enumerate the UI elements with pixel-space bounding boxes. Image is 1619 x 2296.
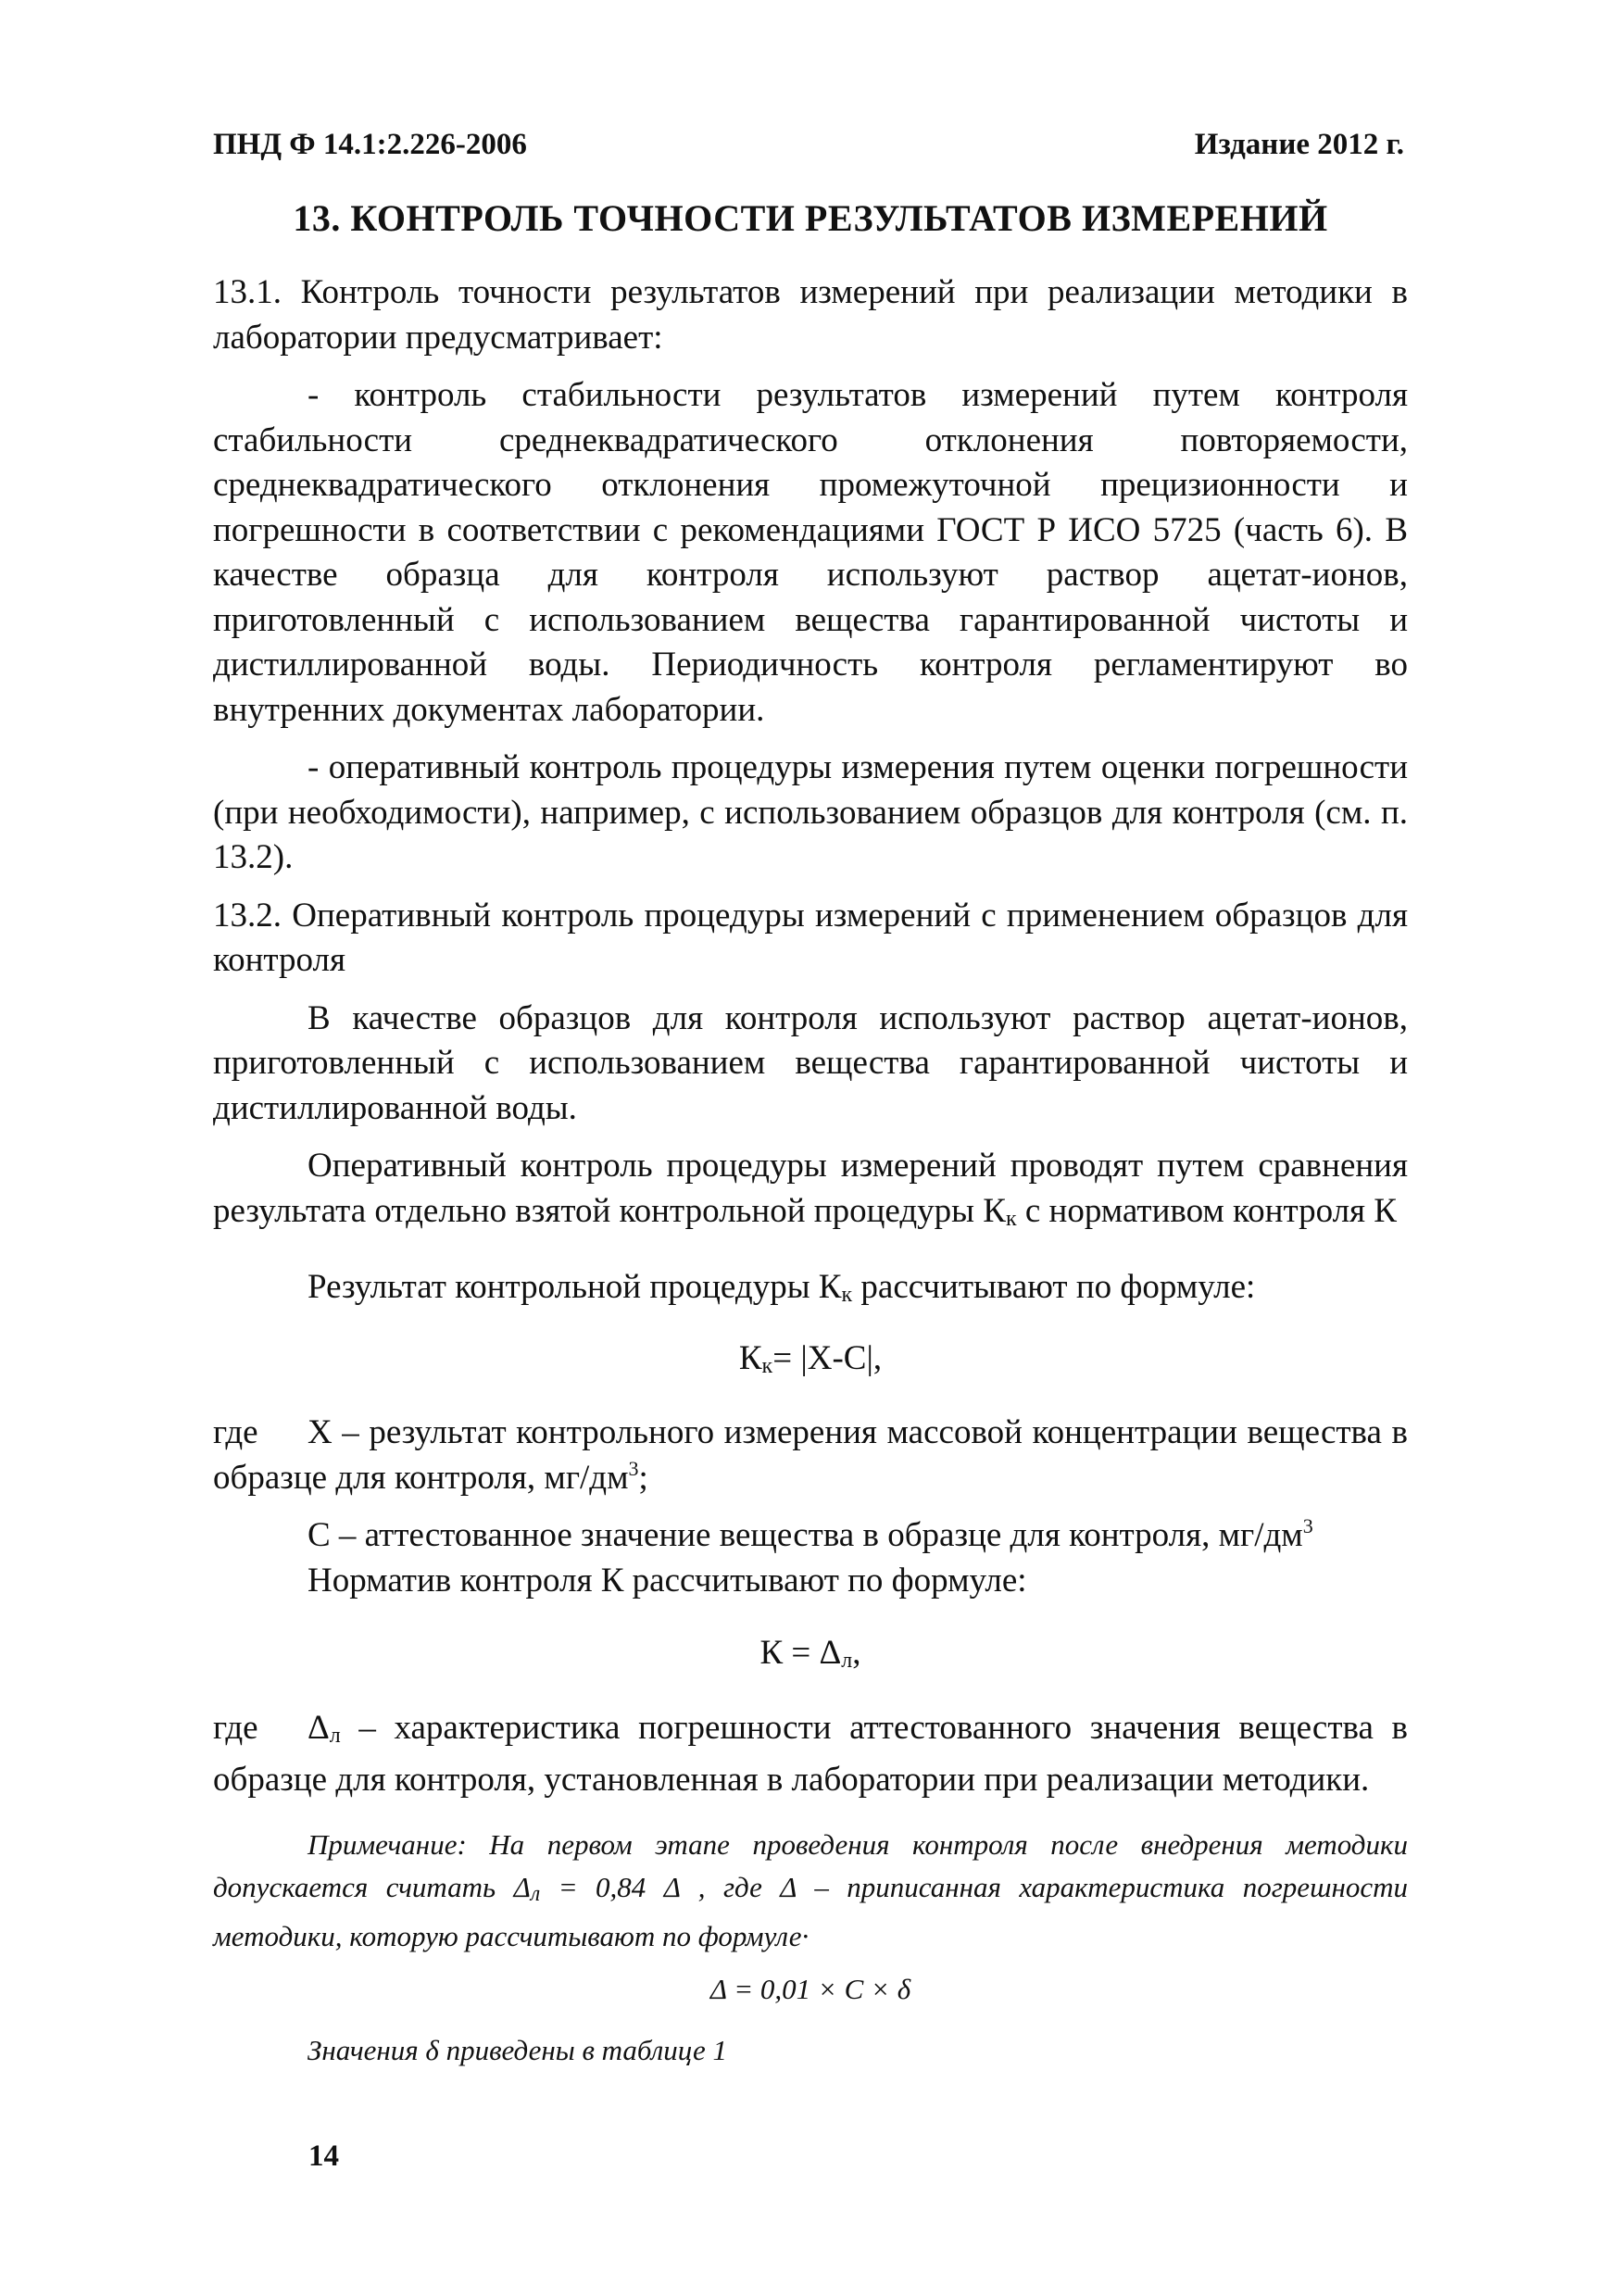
note-paragraph bbox=[213, 1824, 1408, 1958]
formula1-b: = |X-C|, bbox=[772, 1338, 883, 1377]
formula-kk bbox=[213, 1336, 1408, 1389]
note-text-a: Примечание: На первом этапе проведения контроля после внедрения методики допускается считать Δ bbox=[213, 1827, 1408, 1903]
note-formula: Δ = 0,01 × C × δ bbox=[709, 1972, 911, 2005]
formula2-subscript: л bbox=[841, 1649, 853, 1673]
bullet-operative-control: - оперативный контроль процедуры измерения путем оценки погрешности (при необходимости), например, с использованием образцов для контроля (см. п. 13.2). bbox=[213, 748, 1408, 876]
section-title: 13. КОНТРОЛЬ ТОЧНОСТИ РЕЗУЛЬТАТОВ ИЗМЕРЕНИЙ bbox=[293, 197, 1328, 239]
formula1-a: К bbox=[738, 1338, 762, 1377]
norm-paragraph: Норматив контроля К рассчитывают по формуле: bbox=[307, 1561, 1027, 1600]
formula1-subscript: к bbox=[761, 1353, 773, 1378]
result-text-a: Результат контрольной процедуры К bbox=[307, 1268, 842, 1306]
result-text-b: рассчитывают по формуле: bbox=[852, 1268, 1256, 1306]
paragraph-13-1: 13.1. Контроль точности результатов измерений при реализации методики в лаборатории предусматривает: bbox=[213, 273, 1408, 357]
note-text-b: = 0,84 Δ , где Δ – приписанная характеристика погрешности методики, которую рассчитывают по формуле· bbox=[213, 1870, 1408, 1952]
where-x-text: X – результат контрольного измерения массовой концентрации вещества в образце для контроля, мг/дм bbox=[213, 1413, 1408, 1497]
edition-label: Издание 2012 г. bbox=[1194, 128, 1404, 161]
document-body bbox=[213, 270, 1408, 2074]
formula-k bbox=[213, 1631, 1408, 1684]
where-c-superscript: 3 bbox=[1302, 1514, 1313, 1537]
where-c-definition bbox=[213, 1513, 1408, 1559]
where-delta-symbol: Δ bbox=[307, 1708, 330, 1747]
where-c-text: С – аттестованное значение вещества в образце для контроля, мг/дм bbox=[307, 1516, 1303, 1554]
operative-text-b: с нормативом контроля К bbox=[1016, 1191, 1397, 1230]
paragraph-13-2: 13.2. Оперативный контроль процедуры измерений с применением образцов для контроля bbox=[213, 896, 1408, 979]
operative-text-a: Оперативный контроль процедуры измерений проводят путем сравнения результата отдельно взятой контрольной процедуры К bbox=[213, 1147, 1408, 1230]
paragraph-result bbox=[213, 1265, 1408, 1318]
paragraph-operative bbox=[213, 1144, 1408, 1241]
page-number: 14 bbox=[308, 2139, 339, 2173]
where-x-end: ; bbox=[638, 1458, 648, 1497]
paragraph-samples: В качестве образцов для контроля используют раствор ацетат-ионов, приготовленный с использованием вещества гарантированной чистоты и дистиллированной воды. bbox=[213, 998, 1408, 1127]
note-subscript: л bbox=[530, 1881, 541, 1906]
where-delta-definition bbox=[213, 1706, 1408, 1803]
where-delta-text: – характеристика погрешности аттестованного значения вещества в образце для контроля, установленная в лаборатории при реализации методики. bbox=[213, 1708, 1408, 1799]
where-delta-subscript: л bbox=[329, 1723, 341, 1748]
note-table-reference: Значения δ приведены в таблице 1 bbox=[307, 2034, 728, 2066]
bullet-stability-control: - контроль стабильности результатов измерений путем контроля стабильности среднеквадратического отклонения повторяемости, среднеквадратического отклонения промежуточной прецизионности и погрешности в соответствии с рекомендациями ГОСТ Р ИСО 5725 (часть 6). В качестве образца для контроля используют раствор ацетат-ионов, приготовленный с использованием вещества гарантированной чистоты и дистиллированной воды. Периодичность контроля регламентируют во внутренних документах лаборатории. bbox=[213, 376, 1408, 729]
result-subscript: к bbox=[841, 1283, 853, 1307]
formula2-b: , bbox=[852, 1634, 861, 1672]
where-x-superscript: 3 bbox=[628, 1456, 639, 1480]
doc-code: ПНД Ф 14.1:2.226-2006 bbox=[213, 128, 527, 161]
operative-subscript: к bbox=[1005, 1206, 1017, 1231]
where-x-label: где bbox=[213, 1413, 258, 1451]
where-x-definition bbox=[213, 1411, 1408, 1500]
formula2-a: К = Δ bbox=[759, 1634, 842, 1672]
where-delta-label: где bbox=[213, 1708, 258, 1747]
